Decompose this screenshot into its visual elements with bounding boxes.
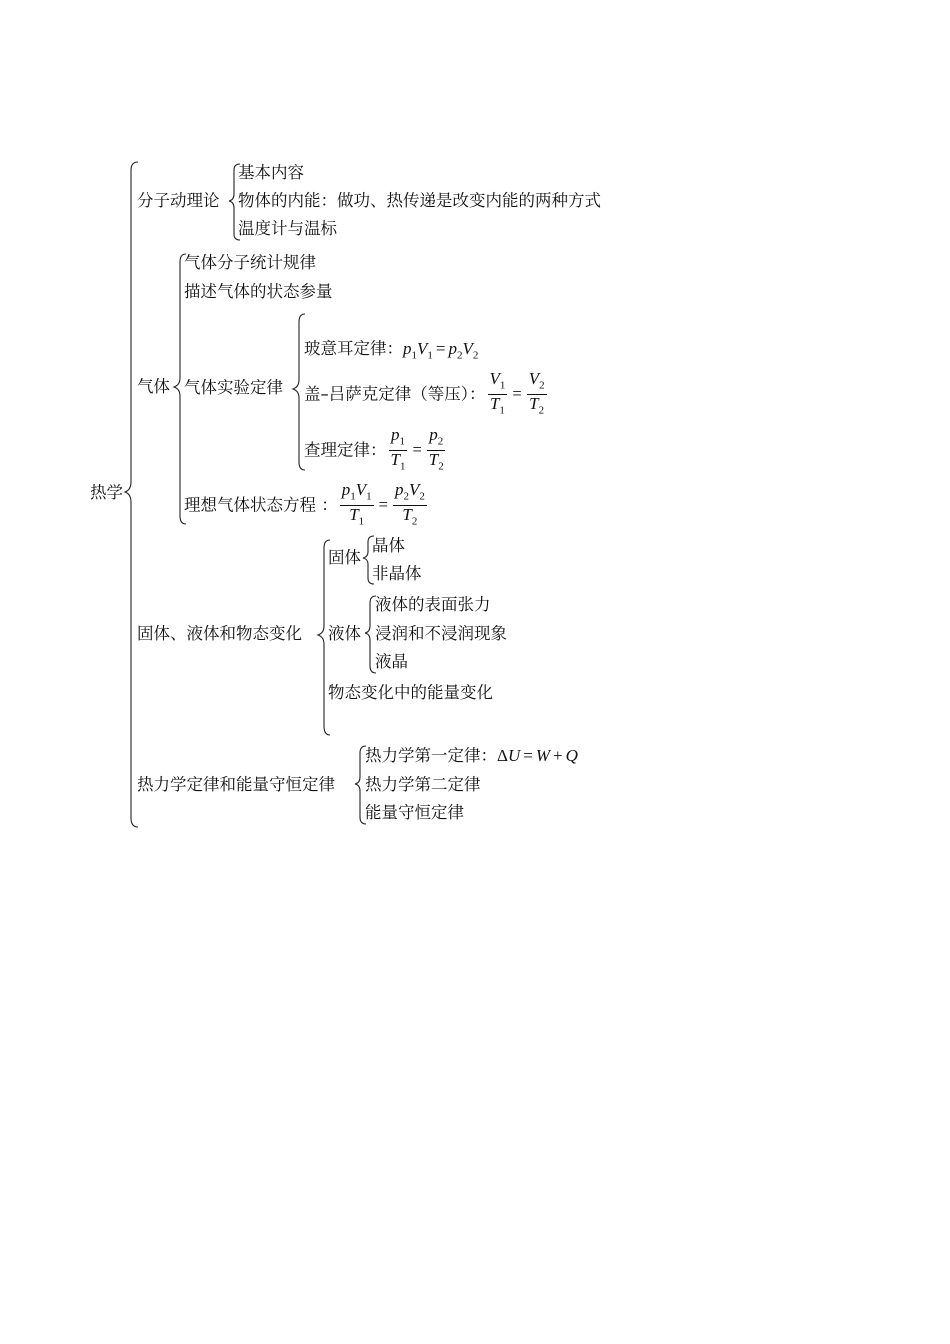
- gaylussac-law: 盖–吕萨克定律（等压）： $\frac{V_1}{T_1}$ = $\frac{V_2}{T_2}$: [304, 370, 549, 420]
- kinetic-item: 温度计与温标: [238, 219, 337, 238]
- solid-item: 非晶体: [372, 564, 422, 583]
- phase-title: 固体、液体和物态变化: [137, 624, 302, 643]
- kinetic-title: 分子动理论: [137, 191, 220, 210]
- fraction: $\frac{p_1}{T_1}$: [390, 425, 406, 473]
- liquid-item: 液晶: [375, 652, 408, 671]
- second-law: 热力学第二定律: [365, 775, 481, 794]
- liquid-item: 液体的表面张力: [375, 595, 491, 614]
- fraction: $\frac{V_2}{T_2}$: [528, 369, 545, 417]
- gaylussac-label: 盖–吕萨克定律（等压）：: [304, 384, 486, 404]
- thermo-title: 热力学定律和能量守恒定律: [137, 775, 335, 794]
- first-law-label: 热力学第一定律：: [365, 746, 497, 765]
- solid-title: 固体: [328, 548, 361, 567]
- gas-item: 描述气体的状态参量: [184, 282, 333, 301]
- experimental-title: 气体实验定律: [184, 378, 283, 397]
- liquid-title: 液体: [328, 624, 361, 643]
- liquid-item: 浸润和不浸润现象: [375, 624, 507, 643]
- ideal-label: 理想气体状态方程 ：: [184, 495, 338, 515]
- phase-energy: 物态变化中的能量变化: [328, 683, 493, 702]
- kinetic-item: 基本内容: [238, 163, 304, 182]
- gas-title: 气体: [137, 377, 170, 396]
- root-brace: [125, 162, 138, 827]
- boyle-law: [304, 339, 478, 365]
- charles-label: 查理定律：: [304, 440, 387, 460]
- solid-item: 晶体: [372, 536, 405, 555]
- first-law-formula: ΔU = W + Q: [497, 746, 578, 765]
- kinetic-item: 物体的内能：做功、热传递是改变内能的两种方式: [238, 191, 601, 210]
- charles-law: 查理定律： $\frac{p_1}{T_1}$ = $\frac{p_2}{T_2}$: [304, 426, 448, 476]
- boyle-label: 玻意耳定律：: [304, 339, 403, 358]
- root-label: 热学: [90, 483, 123, 502]
- fraction: $\frac{V_1}{T_1}$: [489, 369, 506, 417]
- fraction: $\frac{p_2}{T_2}$: [428, 425, 444, 473]
- gas-item: 气体分子统计规律: [184, 253, 316, 272]
- boyle-formula: $p_1V_1 = p_2V_2$: [403, 339, 479, 362]
- first-law: [365, 746, 578, 766]
- fraction: $\frac{p_1V_1}{T_1}$: [341, 480, 372, 528]
- ideal-gas-law: 理想气体状态方程 ： $\frac{p_1V_1}{T_1}$ = $\frac{p_2V_2}{T_2}$: [184, 481, 429, 531]
- fraction: $\frac{p_2V_2}{T_2}$: [394, 480, 425, 528]
- conservation-law: 能量守恒定律: [365, 803, 464, 822]
